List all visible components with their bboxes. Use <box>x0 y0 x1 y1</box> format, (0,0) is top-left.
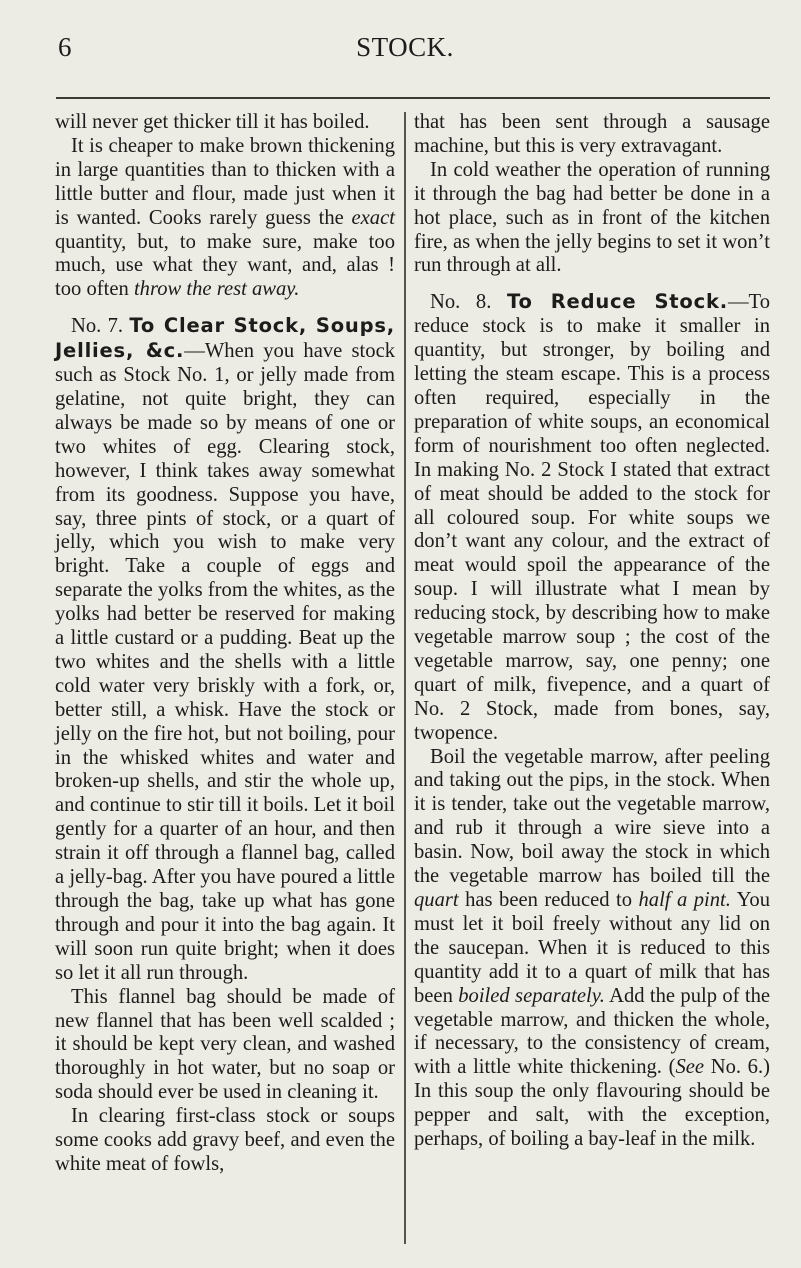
column-divider <box>404 112 406 1244</box>
section-number: No. 7. <box>71 315 124 338</box>
paragraph: In cold weather the operation of running it through the bag had better be done in a hot place, such as in front of the kitchen fire, as when the jelly begins to set it won’t run through at all. <box>414 158 770 277</box>
section-no-8 <box>414 290 770 745</box>
header-title: STOCK. <box>356 32 454 62</box>
section-heading: To Clear Stock, Soups, Jellies, &c. <box>55 314 395 363</box>
section-number: No. 8. <box>430 291 492 314</box>
section-no-7 <box>55 314 395 985</box>
emphasis: half a pint. <box>638 889 731 911</box>
page-number: 6 <box>58 32 72 62</box>
paragraph: that has been sent through a sausage machine, but this is very extravagant. <box>414 111 770 157</box>
section-heading: To Reduce Stock. <box>506 290 728 314</box>
header-rule <box>56 97 770 99</box>
emphasis: quart <box>414 889 459 911</box>
emphasis: throw the rest away. <box>133 278 300 301</box>
left-column <box>55 111 395 1177</box>
paragraph: will never get thicker till it has boiled. <box>55 111 370 133</box>
section-body: —To reduce stock is to make it smaller in quantity, but stronger, by boiling and letting the steam escape. This is a process often required, especially in the preparation of white soups, an economical form of nourishment too often neglected. In making No. 2 Stock I stated that extract of meat should be added to the stock for all coloured soup. For white soups we don’t want any colour, and the extract of meat would spoil the appearance of the soup. I will illustrate what I mean by reducing stock, by describing how to make vegetable marrow soup ; the cost of the vegetable marrow, say, one penny; one quart of milk, fivepence, and a quart of No. 2 Stock, made from bones, say, twopence. <box>414 291 770 744</box>
paragraph: Boil the vegetable marrow, after peeling and taking out the pips, in the stock. When it is tender, take out the vegetable marrow, and rub it through a wire sieve into a basin. Now, boil away the stock in which the vegetable marrow has boiled till the quart has been reduced to half a pint. You must let it boil freely without any lid on the saucepan. When it is reduced to this quantity add it to a quart of milk that has been boiled separately. Add the pulp of the vegetable marrow, and thicken the whole, if necessary, to the consistency of cream, with a little white thickening. (See No. 6.) In this soup the only flavouring should be pepper and salt, with the exception, perhaps, of boiling a bay-leaf in the milk. <box>414 745 771 1151</box>
emphasis: exact <box>351 206 395 229</box>
paragraph: This flannel bag should be made of new flannel that has been well scalded ; it should be kept very clean, and washed thoroughly in hot water, but no soap or soda should ever be used in cleaning it. <box>55 985 395 1104</box>
right-column <box>414 111 770 1152</box>
emphasis: See <box>675 1056 705 1079</box>
emphasis: boiled separately. <box>458 984 605 1007</box>
running-head <box>40 28 770 68</box>
section-body: —When you have stock such as Stock No. 1, or jelly made from gelatine, not quite bright, they can always be made so by means of one or two whites of egg. Clearing stock, however, I think takes away somewhat from its goodness. Suppose you have, say, three pints of stock, or a quart of jelly, which you wish to make very bright. Take a couple of eggs and separate the yolks from the whites, as the yolks had better be reserved for making a little custard or a pudding. Beat up the two whites and the shells with a little cold water very briskly with a fork, or, better still, a whisk. Have the stock or jelly on the fire hot, but not boiling, pour in the whisked whites and water and broken-up shells, and stir the whole up, and continue to stir till it boils. Let it boil gently for a quarter of an hour, and then strain it off through a flannel bag, called a jelly-bag. After you have poured a little through the bag, take up what has gone through and pour it into the bag again. It will soon run quite bright; when it does so let it all run through. <box>55 340 396 984</box>
paragraph: It is cheaper to make brown thickening in large quantities than to thicken with a little butter and flour, made just when it is wanted. Cooks rarely guess the exact quantity, but, to make sure, make too much, use what they want, and, alas ! too often throw the rest away. <box>55 134 395 301</box>
paragraph: In clearing first-class stock or soups some cooks add gravy beef, and even the white meat of fowls, <box>55 1105 395 1175</box>
